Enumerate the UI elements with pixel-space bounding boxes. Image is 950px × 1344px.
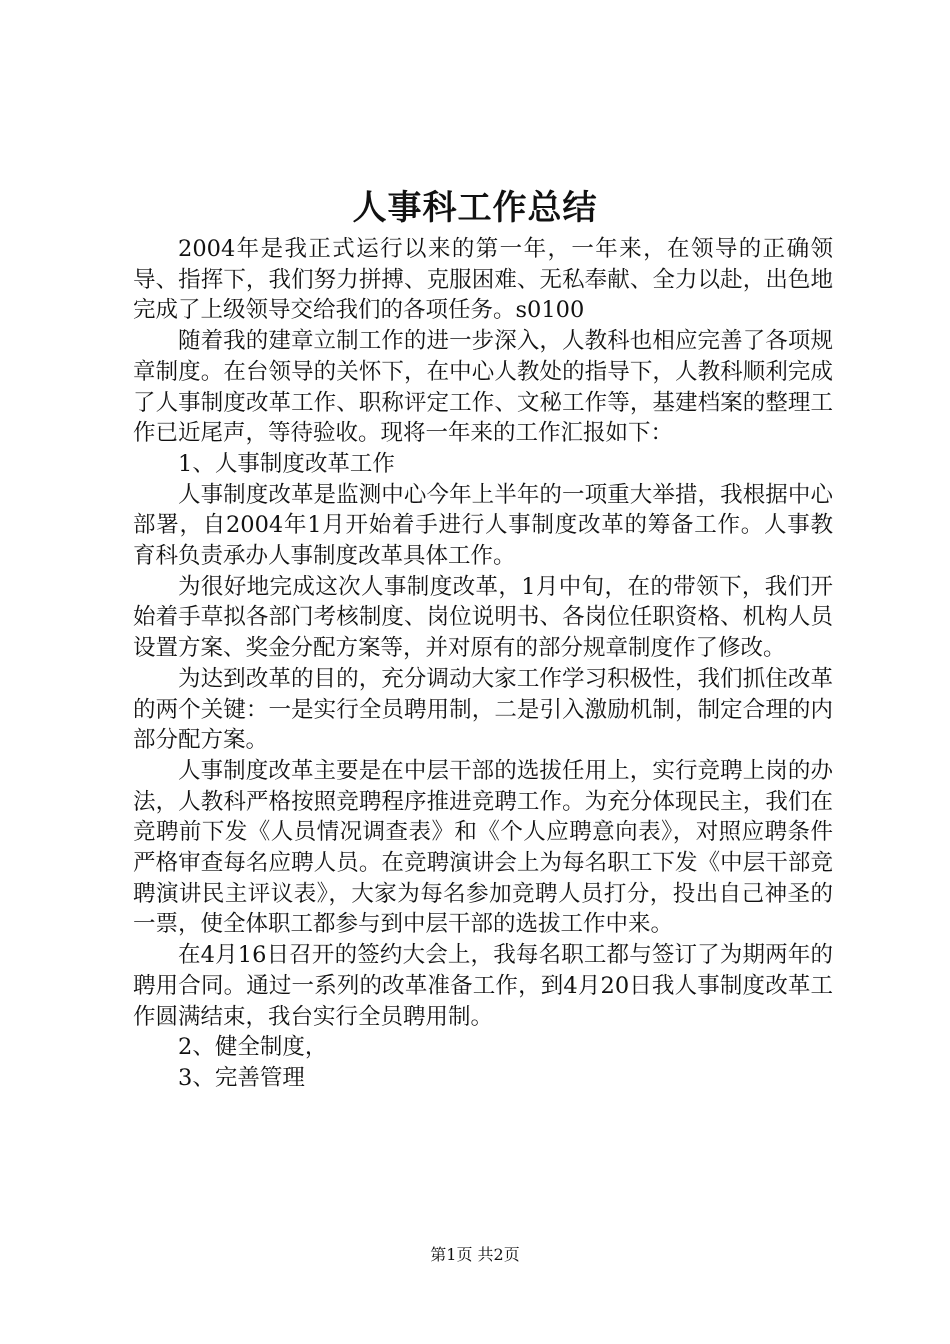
paragraph-reform-goals: 为达到改革的目的，充分调动大家工作学习积极性，我们抓住改革的两个关键：一是实行全员聘用制，二是引入激励机制，制定合理的内部分配方案。: [133, 665, 833, 754]
document-body: [133, 234, 833, 1094]
paragraph-reform-background: 人事制度改革是监测中心今年上半年的一项重大举措，我根据中心部署，自2004年1月开始着手进行人事制度改革的筹备工作。人事教育科负责承办人事制度改革具体工作。: [133, 481, 833, 570]
section-heading-3: 3、完善管理: [178, 1064, 305, 1091]
document-title: 人事科工作总结: [352, 188, 598, 228]
section-heading-2: 2、健全制度，: [178, 1034, 328, 1061]
section-heading-1: 1、人事制度改革工作: [178, 450, 395, 477]
paragraph-overview: 随着我的建章立制工作的进一步深入，人教科也相应完善了各项规章制度。在台领导的关怀下，在中心人教处的指导下，人教科顺利完成了人事制度改革工作、职称评定工作、文秘工作等，基建档案的整理工作已近尾声，等待验收。现将一年来的工作汇报如下：: [133, 328, 833, 447]
paragraph-reform-preparation: 为很好地完成这次人事制度改革，1月中旬，在的带领下，我们开始着手草拟各部门考核制度、岗位说明书、各岗位任职资格、机构人员设置方案、奖金分配方案等，并对原有的部分规章制度作了修改。: [133, 573, 833, 662]
page-number-footer: 第1页 共2页: [430, 1245, 520, 1264]
paragraph-intro: 2004年是我正式运行以来的第一年，一年来，在领导的正确领导、指挥下，我们努力拼搏、克服困难、无私奉献、全力以赴，出色地完成了上级领导交给我们的各项任务。s0100: [133, 236, 833, 324]
paragraph-reform-selection: 人事制度改革主要是在中层干部的选拔任用上，实行竞聘上岗的办法，人教科严格按照竞聘程序推进竞聘工作。为充分体现民主，我们在竞聘前下发《人员情况调查表》和《个人应聘意向表》，对照应聘条件严格审查每名应聘人员。在竞聘演讲会上为每名职工下发《中层干部竞聘演讲民主评议表》，大家为每名参加竞聘人员打分，投出自己神圣的一票，使全体职工都参与到中层干部的选拔工作中来。: [133, 757, 833, 938]
paragraph-reform-completion: 在4月16日召开的签约大会上，我每名职工都与签订了为期两年的聘用合同。通过一系列的改革准备工作，到4月20日我人事制度改革工作圆满结束，我台实行全员聘用制。: [133, 942, 833, 1030]
